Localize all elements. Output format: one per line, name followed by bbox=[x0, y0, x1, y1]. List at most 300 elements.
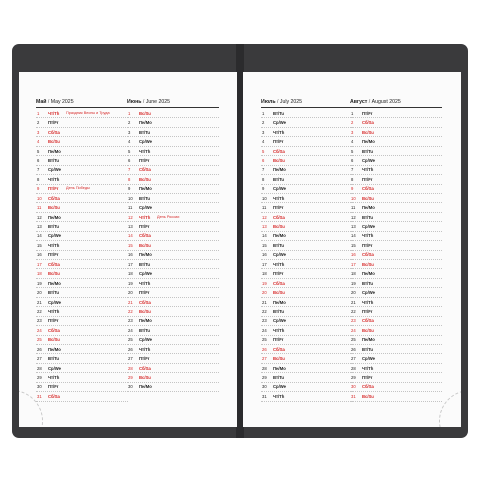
day-row[interactable] bbox=[127, 364, 219, 373]
weekday-label: Пн/Mo bbox=[362, 205, 375, 211]
day-row[interactable] bbox=[261, 383, 353, 392]
day-number: 7 bbox=[351, 167, 354, 173]
month-alt-name: June 2025 bbox=[145, 99, 171, 105]
day-number: 31 bbox=[37, 393, 42, 399]
weekday-label: Сб/Sa bbox=[48, 393, 60, 399]
weekday-label: Вс/Su bbox=[273, 356, 285, 362]
day-row[interactable] bbox=[36, 156, 128, 165]
weekday-label: Вс/Su bbox=[273, 157, 285, 163]
left-page bbox=[19, 72, 237, 427]
day-row[interactable] bbox=[36, 317, 128, 326]
month-title bbox=[127, 98, 219, 107]
day-row[interactable] bbox=[127, 373, 219, 382]
weekday-label: Пт/Fr bbox=[273, 271, 284, 277]
weekday-label: Пт/Fr bbox=[139, 157, 150, 163]
weekday-label: Вт/Tu bbox=[362, 148, 373, 154]
day-row[interactable] bbox=[261, 194, 353, 203]
weekday-label: Ср/We bbox=[362, 356, 375, 362]
day-number: 30 bbox=[37, 384, 42, 390]
day-number: 3 bbox=[37, 129, 40, 135]
day-number: 23 bbox=[351, 318, 356, 324]
day-number: 8 bbox=[128, 176, 131, 182]
day-row[interactable] bbox=[36, 222, 128, 231]
day-number: 18 bbox=[37, 271, 42, 277]
day-number: 27 bbox=[351, 356, 356, 362]
day-number: 11 bbox=[351, 205, 356, 211]
day-number: 8 bbox=[37, 176, 40, 182]
weekday-label: Ср/We bbox=[48, 365, 61, 371]
weekday-label: Вт/Tu bbox=[139, 129, 150, 135]
day-number: 23 bbox=[37, 318, 42, 324]
day-row[interactable] bbox=[350, 194, 442, 203]
month-july bbox=[261, 98, 353, 402]
day-number: 25 bbox=[351, 337, 356, 343]
day-number: 29 bbox=[262, 375, 267, 381]
day-row[interactable] bbox=[127, 194, 219, 203]
day-row[interactable] bbox=[127, 203, 219, 212]
day-row[interactable] bbox=[127, 232, 219, 241]
day-number: 2 bbox=[37, 120, 40, 126]
day-number: 1 bbox=[37, 110, 40, 116]
day-number: 28 bbox=[128, 365, 133, 371]
day-row[interactable] bbox=[261, 166, 353, 175]
day-row[interactable] bbox=[127, 241, 219, 250]
day-row[interactable] bbox=[350, 373, 442, 382]
month-name: Август bbox=[350, 99, 368, 105]
day-number: 15 bbox=[351, 242, 356, 248]
day-row[interactable] bbox=[261, 222, 353, 231]
weekday-label: Чт/Th bbox=[273, 195, 285, 201]
day-row[interactable] bbox=[36, 194, 128, 203]
weekday-label: Чт/Th bbox=[273, 261, 285, 267]
day-row[interactable] bbox=[36, 307, 128, 316]
day-row[interactable] bbox=[36, 364, 128, 373]
day-row[interactable] bbox=[127, 326, 219, 335]
day-number: 17 bbox=[262, 261, 267, 267]
day-row[interactable] bbox=[36, 383, 128, 392]
day-row[interactable] bbox=[350, 307, 442, 316]
day-row[interactable] bbox=[350, 269, 442, 278]
day-row[interactable] bbox=[127, 137, 219, 146]
weekday-label: Ср/We bbox=[273, 384, 286, 390]
holiday-note: День России bbox=[157, 214, 180, 219]
day-number: 21 bbox=[128, 299, 133, 305]
weekday-label: Пн/Mo bbox=[139, 318, 152, 324]
weekday-label: Ср/We bbox=[139, 271, 152, 277]
day-number: 8 bbox=[262, 176, 265, 182]
day-row[interactable] bbox=[36, 109, 128, 118]
day-row[interactable] bbox=[261, 364, 353, 373]
day-row[interactable] bbox=[261, 203, 353, 212]
day-row[interactable] bbox=[350, 298, 442, 307]
holiday-note: День Победы bbox=[66, 186, 90, 191]
weekday-label: Вт/Tu bbox=[139, 195, 150, 201]
day-number: 18 bbox=[262, 271, 267, 277]
day-row[interactable] bbox=[127, 128, 219, 137]
month-alt-name: May 2025 bbox=[50, 99, 74, 105]
day-number: 10 bbox=[262, 195, 267, 201]
day-row[interactable] bbox=[350, 392, 442, 401]
day-row[interactable] bbox=[261, 213, 353, 222]
weekday-label: Сб/Sa bbox=[362, 318, 374, 324]
day-row[interactable] bbox=[350, 118, 442, 127]
day-row[interactable] bbox=[36, 137, 128, 146]
day-row[interactable] bbox=[350, 354, 442, 363]
weekday-label: Сб/Sa bbox=[48, 327, 60, 333]
day-number: 4 bbox=[351, 139, 354, 145]
day-number: 9 bbox=[262, 186, 265, 192]
weekday-label: Пт/Fr bbox=[362, 110, 373, 116]
day-number: 12 bbox=[37, 214, 42, 220]
day-row[interactable] bbox=[36, 213, 128, 222]
title-rule bbox=[36, 107, 128, 108]
day-number: 11 bbox=[128, 205, 133, 211]
day-row[interactable] bbox=[36, 128, 128, 137]
weekday-label: Чт/Th bbox=[139, 346, 151, 352]
weekday-label: Пн/Mo bbox=[273, 299, 286, 305]
day-row[interactable] bbox=[350, 185, 442, 194]
day-row[interactable] bbox=[350, 213, 442, 222]
day-number: 18 bbox=[351, 271, 356, 277]
day-row[interactable] bbox=[350, 336, 442, 345]
month-alt-name: July 2025 bbox=[279, 99, 303, 105]
weekday-label: Вс/Su bbox=[273, 224, 285, 230]
day-number: 21 bbox=[37, 299, 42, 305]
day-row[interactable] bbox=[36, 345, 128, 354]
day-row[interactable] bbox=[350, 364, 442, 373]
weekday-label: Сб/Sa bbox=[362, 384, 374, 390]
day-number: 9 bbox=[128, 186, 131, 192]
day-number: 2 bbox=[351, 120, 354, 126]
day-row[interactable] bbox=[36, 175, 128, 184]
day-row[interactable] bbox=[36, 298, 128, 307]
weekday-label: Пт/Fr bbox=[48, 384, 59, 390]
day-row[interactable] bbox=[127, 354, 219, 363]
day-row[interactable] bbox=[127, 166, 219, 175]
weekday-label: Ср/We bbox=[48, 299, 61, 305]
month-separator: / bbox=[46, 99, 51, 105]
day-number: 2 bbox=[262, 120, 265, 126]
day-number: 1 bbox=[262, 110, 265, 116]
weekday-label: Пн/Mo bbox=[48, 148, 61, 154]
weekday-label: Вс/Su bbox=[139, 110, 151, 116]
day-row[interactable] bbox=[36, 373, 128, 382]
day-row[interactable] bbox=[350, 279, 442, 288]
day-number: 17 bbox=[351, 261, 356, 267]
weekday-label: Вт/Tu bbox=[273, 375, 284, 381]
day-number: 15 bbox=[128, 242, 133, 248]
day-row[interactable] bbox=[350, 251, 442, 260]
day-row[interactable] bbox=[127, 279, 219, 288]
day-number: 22 bbox=[351, 308, 356, 314]
weekday-label: Ср/We bbox=[139, 139, 152, 145]
day-number: 25 bbox=[37, 337, 42, 343]
day-row[interactable] bbox=[127, 269, 219, 278]
weekday-label: Пн/Mo bbox=[139, 186, 152, 192]
day-row[interactable] bbox=[261, 336, 353, 345]
day-number: 10 bbox=[37, 195, 42, 201]
day-row[interactable] bbox=[36, 147, 128, 156]
day-row[interactable] bbox=[127, 109, 219, 118]
weekday-label: Ср/We bbox=[362, 290, 375, 296]
day-row[interactable] bbox=[261, 241, 353, 250]
weekday-label: Ср/We bbox=[48, 233, 61, 239]
day-number: 10 bbox=[351, 195, 356, 201]
weekday-label: Вт/Tu bbox=[362, 214, 373, 220]
day-row[interactable] bbox=[261, 128, 353, 137]
weekday-label: Чт/Th bbox=[273, 393, 285, 399]
day-row[interactable] bbox=[350, 109, 442, 118]
day-row[interactable] bbox=[261, 345, 353, 354]
day-row[interactable] bbox=[36, 185, 128, 194]
day-number: 5 bbox=[37, 148, 40, 154]
weekday-label: Пт/Fr bbox=[139, 290, 150, 296]
day-row[interactable] bbox=[127, 260, 219, 269]
day-row[interactable] bbox=[350, 383, 442, 392]
day-row[interactable] bbox=[261, 137, 353, 146]
day-row[interactable] bbox=[36, 326, 128, 335]
day-number: 10 bbox=[128, 195, 133, 201]
weekday-label: Ср/We bbox=[362, 224, 375, 230]
day-number: 19 bbox=[262, 280, 267, 286]
day-row[interactable] bbox=[127, 156, 219, 165]
weekday-label: Пт/Fr bbox=[362, 176, 373, 182]
day-number: 20 bbox=[128, 290, 133, 296]
weekday-label: Пт/Fr bbox=[273, 337, 284, 343]
day-number: 20 bbox=[37, 290, 42, 296]
title-rule bbox=[261, 107, 353, 108]
weekday-label: Вс/Su bbox=[362, 129, 374, 135]
day-row[interactable] bbox=[350, 241, 442, 250]
weekday-label: Вс/Su bbox=[139, 242, 151, 248]
day-number: 21 bbox=[262, 299, 267, 305]
day-row[interactable] bbox=[350, 317, 442, 326]
day-row[interactable] bbox=[127, 222, 219, 231]
weekday-label: Пт/Fr bbox=[362, 242, 373, 248]
day-row[interactable] bbox=[127, 345, 219, 354]
day-number: 16 bbox=[128, 252, 133, 258]
day-row[interactable] bbox=[36, 203, 128, 212]
weekday-label: Пн/Mo bbox=[48, 214, 61, 220]
day-row[interactable] bbox=[127, 213, 219, 222]
day-number: 16 bbox=[351, 252, 356, 258]
day-row[interactable] bbox=[261, 185, 353, 194]
day-row[interactable] bbox=[261, 175, 353, 184]
day-number: 9 bbox=[351, 186, 354, 192]
day-number: 5 bbox=[262, 148, 265, 154]
day-row[interactable] bbox=[261, 307, 353, 316]
day-number: 27 bbox=[262, 356, 267, 362]
weekday-label: Сб/Sa bbox=[273, 280, 285, 286]
weekday-label: Ср/We bbox=[48, 167, 61, 173]
day-row[interactable] bbox=[261, 317, 353, 326]
weekday-label: Чт/Th bbox=[48, 375, 60, 381]
weekday-label: Чт/Th bbox=[48, 176, 60, 182]
day-row[interactable] bbox=[261, 251, 353, 260]
day-row[interactable] bbox=[261, 288, 353, 297]
day-number: 14 bbox=[262, 233, 267, 239]
weekday-label: Чт/Th bbox=[362, 365, 374, 371]
day-number: 19 bbox=[37, 280, 42, 286]
day-number: 4 bbox=[37, 139, 40, 145]
weekday-label: Сб/Sa bbox=[139, 299, 151, 305]
title-rule bbox=[127, 107, 219, 108]
weekday-label: Ср/We bbox=[139, 337, 152, 343]
day-row[interactable] bbox=[261, 118, 353, 127]
day-number: 7 bbox=[128, 167, 131, 173]
weekday-label: Вс/Su bbox=[273, 290, 285, 296]
day-row[interactable] bbox=[350, 222, 442, 231]
day-row[interactable] bbox=[350, 128, 442, 137]
day-row[interactable] bbox=[36, 336, 128, 345]
day-number: 13 bbox=[128, 224, 133, 230]
weekday-label: Пн/Mo bbox=[362, 271, 375, 277]
day-row[interactable] bbox=[127, 307, 219, 316]
weekday-label: Сб/Sa bbox=[362, 186, 374, 192]
day-row[interactable] bbox=[36, 288, 128, 297]
day-row[interactable] bbox=[350, 137, 442, 146]
weekday-label: Пн/Mo bbox=[48, 280, 61, 286]
weekday-label: Сб/Sa bbox=[362, 120, 374, 126]
weekday-label: Ср/We bbox=[273, 120, 286, 126]
day-row[interactable] bbox=[127, 317, 219, 326]
day-number: 28 bbox=[351, 365, 356, 371]
weekday-label: Чт/Th bbox=[48, 242, 60, 248]
day-row[interactable] bbox=[261, 354, 353, 363]
day-number: 26 bbox=[351, 346, 356, 352]
day-row[interactable] bbox=[350, 345, 442, 354]
day-number: 20 bbox=[262, 290, 267, 296]
day-number: 24 bbox=[351, 327, 356, 333]
day-row[interactable] bbox=[127, 118, 219, 127]
weekday-label: Пт/Fr bbox=[273, 139, 284, 145]
day-number: 28 bbox=[37, 365, 42, 371]
weekday-label: Сб/Sa bbox=[48, 261, 60, 267]
day-row[interactable] bbox=[261, 232, 353, 241]
day-number: 27 bbox=[37, 356, 42, 362]
weekday-label: Вт/Tu bbox=[362, 346, 373, 352]
day-row[interactable] bbox=[36, 118, 128, 127]
day-row[interactable] bbox=[350, 288, 442, 297]
day-row[interactable] bbox=[350, 203, 442, 212]
day-row[interactable] bbox=[36, 166, 128, 175]
weekday-label: Пн/Mo bbox=[273, 365, 286, 371]
day-row[interactable] bbox=[261, 109, 353, 118]
weekday-label: Чт/Th bbox=[273, 327, 285, 333]
day-row[interactable] bbox=[261, 298, 353, 307]
day-row[interactable] bbox=[36, 241, 128, 250]
day-row[interactable] bbox=[36, 269, 128, 278]
weekday-label: Пт/Fr bbox=[48, 186, 59, 192]
month-june bbox=[127, 98, 219, 392]
day-number: 23 bbox=[128, 318, 133, 324]
day-number: 22 bbox=[128, 308, 133, 314]
day-number: 25 bbox=[128, 337, 133, 343]
day-row[interactable] bbox=[261, 326, 353, 335]
day-number: 4 bbox=[128, 139, 131, 145]
day-row[interactable] bbox=[261, 279, 353, 288]
weekday-label: Вс/Su bbox=[139, 308, 151, 314]
day-row[interactable] bbox=[127, 336, 219, 345]
day-number: 6 bbox=[262, 157, 265, 163]
day-row[interactable] bbox=[350, 175, 442, 184]
day-row[interactable] bbox=[350, 260, 442, 269]
weekday-label: Ср/We bbox=[273, 252, 286, 258]
day-row[interactable] bbox=[36, 232, 128, 241]
day-row[interactable] bbox=[261, 392, 353, 401]
day-row[interactable] bbox=[350, 147, 442, 156]
weekday-label: Пт/Fr bbox=[362, 375, 373, 381]
weekday-label: Пт/Fr bbox=[48, 318, 59, 324]
day-row[interactable] bbox=[261, 156, 353, 165]
day-row[interactable] bbox=[127, 251, 219, 260]
day-row[interactable] bbox=[36, 354, 128, 363]
day-row[interactable] bbox=[350, 232, 442, 241]
day-number: 14 bbox=[128, 233, 133, 239]
day-number: 26 bbox=[262, 346, 267, 352]
day-number: 25 bbox=[262, 337, 267, 343]
day-number: 7 bbox=[262, 167, 265, 173]
day-number: 30 bbox=[128, 384, 133, 390]
day-row[interactable] bbox=[350, 166, 442, 175]
day-number: 2 bbox=[128, 120, 131, 126]
day-row[interactable] bbox=[127, 383, 219, 392]
day-row[interactable] bbox=[127, 175, 219, 184]
month-title bbox=[36, 98, 128, 107]
day-number: 22 bbox=[37, 308, 42, 314]
month-name: Июнь bbox=[127, 99, 142, 105]
day-row[interactable] bbox=[261, 147, 353, 156]
day-row[interactable] bbox=[127, 298, 219, 307]
day-number: 4 bbox=[262, 139, 265, 145]
weekday-label: Вс/Su bbox=[48, 205, 60, 211]
day-row[interactable] bbox=[36, 392, 128, 401]
day-row[interactable] bbox=[261, 269, 353, 278]
weekday-label: Пн/Mo bbox=[362, 337, 375, 343]
day-number: 29 bbox=[128, 375, 133, 381]
day-number: 20 bbox=[351, 290, 356, 296]
weekday-label: Вс/Su bbox=[362, 327, 374, 333]
day-row[interactable] bbox=[350, 156, 442, 165]
day-row[interactable] bbox=[261, 373, 353, 382]
day-number: 16 bbox=[37, 252, 42, 258]
day-number: 31 bbox=[262, 393, 267, 399]
weekday-label: Вт/Tu bbox=[273, 242, 284, 248]
day-row[interactable] bbox=[127, 147, 219, 156]
weekday-label: Ср/We bbox=[273, 318, 286, 324]
weekday-label: Пн/Mo bbox=[273, 167, 286, 173]
day-number: 15 bbox=[262, 242, 267, 248]
day-row[interactable] bbox=[36, 260, 128, 269]
day-number: 22 bbox=[262, 308, 267, 314]
day-row[interactable] bbox=[127, 185, 219, 194]
weekday-label: Чт/Th bbox=[139, 214, 151, 220]
day-row[interactable] bbox=[36, 279, 128, 288]
day-row[interactable] bbox=[127, 288, 219, 297]
day-row[interactable] bbox=[350, 326, 442, 335]
day-number: 7 bbox=[37, 167, 40, 173]
weekday-label: Вт/Tu bbox=[139, 261, 150, 267]
month-separator: / bbox=[141, 99, 146, 105]
day-row[interactable] bbox=[36, 251, 128, 260]
day-number: 8 bbox=[351, 176, 354, 182]
title-rule bbox=[350, 107, 442, 108]
weekday-label: Сб/Sa bbox=[139, 233, 151, 239]
day-row[interactable] bbox=[261, 260, 353, 269]
month-name: Июль bbox=[261, 99, 276, 105]
day-number: 11 bbox=[37, 205, 42, 211]
day-number: 6 bbox=[128, 157, 131, 163]
